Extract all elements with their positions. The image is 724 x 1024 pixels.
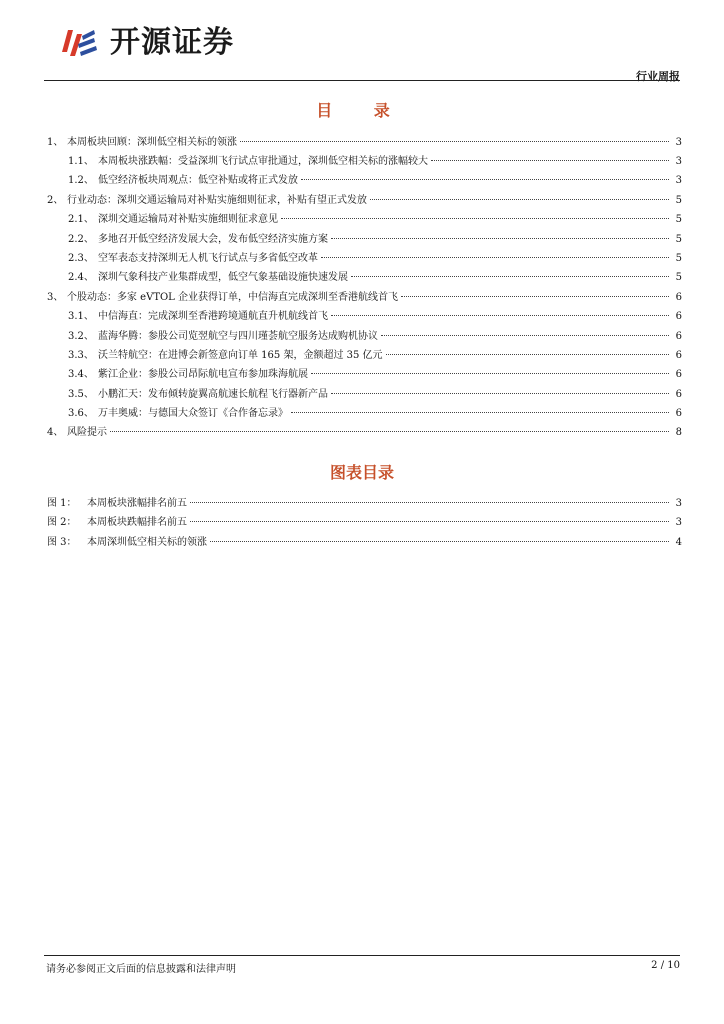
toc-entry-number: 3.5、 bbox=[68, 389, 94, 400]
toc-leader-dots bbox=[110, 417, 669, 432]
toc-entry-page: 6 bbox=[675, 311, 682, 322]
toc-entry-page: 6 bbox=[675, 331, 682, 342]
brand-name: 开源证券 bbox=[110, 25, 234, 60]
figure-entry-page: 4 bbox=[675, 537, 682, 548]
toc-entry[interactable] bbox=[44, 420, 682, 438]
toc-entry[interactable] bbox=[44, 401, 682, 419]
figure-entry-page: 3 bbox=[675, 517, 682, 528]
toc-leader-dots bbox=[190, 488, 669, 503]
header-divider bbox=[44, 80, 680, 81]
toc-entry-text: 低空经济板块周观点：低空补贴或将正式发放 bbox=[98, 175, 298, 186]
figure-entry-number: 图 3： bbox=[47, 537, 77, 548]
toc-entry[interactable] bbox=[44, 149, 682, 167]
brand-logo-icon bbox=[58, 22, 98, 62]
toc-entry[interactable] bbox=[44, 188, 682, 206]
toc-entry-number: 3.6、 bbox=[68, 408, 94, 419]
toc-entry-number: 1.2、 bbox=[68, 175, 94, 186]
toc-entry-number: 2.4、 bbox=[68, 272, 94, 283]
toc-leader-dots bbox=[240, 127, 669, 142]
toc-entry-number: 1、 bbox=[47, 137, 64, 148]
toc-entry-page: 6 bbox=[675, 350, 682, 361]
page-header bbox=[44, 18, 680, 82]
toc-entry-page: 6 bbox=[675, 369, 682, 380]
toc-entry-number: 3.4、 bbox=[68, 369, 94, 380]
toc-entry-text: 小鹏汇天：发布倾转旋翼高航速长航程飞行器新产品 bbox=[98, 389, 328, 400]
toc-title: 目 录 bbox=[316, 101, 408, 120]
toc-entry[interactable] bbox=[44, 207, 682, 225]
toc-entry-number: 4、 bbox=[47, 427, 64, 438]
toc-entry-text: 深圳交通运输局对补贴实施细则征求意见 bbox=[98, 214, 278, 225]
toc-leader-dots bbox=[351, 262, 669, 277]
toc-leader-dots bbox=[321, 243, 669, 258]
toc-entry-page: 5 bbox=[675, 272, 682, 283]
toc-leader-dots bbox=[281, 204, 669, 219]
toc-entry-text: 多地召开低空经济发展大会，发布低空经济实施方案 bbox=[98, 234, 328, 245]
toc-entry-page: 6 bbox=[675, 408, 682, 419]
footer-page-number: 2 / 10 bbox=[651, 960, 680, 971]
toc-entry-page: 6 bbox=[675, 389, 682, 400]
toc-entry[interactable] bbox=[44, 362, 682, 380]
toc-leader-dots bbox=[301, 165, 669, 180]
toc-entry-number: 2.2、 bbox=[68, 234, 94, 245]
toc-entry[interactable] bbox=[44, 285, 682, 303]
toc-entry[interactable] bbox=[44, 324, 682, 342]
toc-leader-dots bbox=[386, 340, 669, 355]
toc-entry-text: 沃兰特航空：在进博会新签意向订单 165 架，金额超过 35 亿元 bbox=[98, 350, 383, 361]
figure-entry[interactable] bbox=[44, 491, 682, 509]
toc-entry[interactable] bbox=[44, 168, 682, 186]
toc-leader-dots bbox=[291, 398, 669, 413]
toc-entry[interactable] bbox=[44, 130, 682, 148]
toc-entry-page: 5 bbox=[675, 195, 682, 206]
toc-leader-dots bbox=[210, 527, 669, 542]
figure-entry-number: 图 1： bbox=[47, 498, 77, 509]
toc-entry[interactable] bbox=[44, 265, 682, 283]
figure-entry-text: 本周板块涨幅排名前五 bbox=[87, 498, 187, 509]
toc-entry-number: 2.3、 bbox=[68, 253, 94, 264]
toc-entry[interactable] bbox=[44, 304, 682, 322]
toc-entry-text: 空军表态支持深圳无人机飞行试点与多省低空改革 bbox=[98, 253, 318, 264]
toc-entry-number: 2、 bbox=[47, 195, 64, 206]
figure-entry[interactable] bbox=[44, 510, 682, 528]
toc-entry-page: 5 bbox=[675, 234, 682, 245]
toc-entry[interactable] bbox=[44, 246, 682, 264]
toc-entry-page: 3 bbox=[675, 175, 682, 186]
toc-entry-text: 风险提示 bbox=[67, 427, 107, 438]
toc-entry-number: 3.3、 bbox=[68, 350, 94, 361]
report-type-label: 行业周报 bbox=[636, 70, 680, 83]
toc-entry-text: 蓝海华腾：参股公司览翌航空与四川瑾荟航空服务达成购机协议 bbox=[98, 331, 378, 342]
toc-leader-dots bbox=[331, 301, 669, 316]
toc-entry-text: 个股动态：多家 eVTOL 企业获得订单，中信海直完成深圳至香港航线首飞 bbox=[67, 292, 399, 303]
figure-entry-page: 3 bbox=[675, 498, 682, 509]
toc-entry[interactable] bbox=[44, 382, 682, 400]
toc-leader-dots bbox=[331, 379, 669, 394]
footer-divider bbox=[44, 955, 680, 956]
toc-entry-text: 万丰奥威：与德国大众签订《合作备忘录》 bbox=[98, 408, 288, 419]
toc-entry-number: 3.1、 bbox=[68, 311, 94, 322]
toc-entry[interactable] bbox=[44, 227, 682, 245]
toc-entry-number: 3、 bbox=[47, 292, 64, 303]
toc-entry-page: 3 bbox=[675, 137, 682, 148]
toc-entry-number: 3.2、 bbox=[68, 331, 94, 342]
figure-entry[interactable] bbox=[44, 530, 682, 548]
toc-entry-page: 8 bbox=[675, 427, 682, 438]
toc-entry-page: 6 bbox=[675, 292, 682, 303]
toc-entry-page: 3 bbox=[675, 156, 682, 167]
toc-entry-number: 1.1、 bbox=[68, 156, 94, 167]
toc-entry-text: 行业动态：深圳交通运输局对补贴实施细则征求，补贴有望正式发放 bbox=[67, 195, 367, 206]
toc-leader-dots bbox=[381, 321, 669, 336]
figure-entry-number: 图 2： bbox=[47, 517, 77, 528]
toc-leader-dots bbox=[401, 282, 669, 297]
toc-entry-text: 中信海直：完成深圳至香港跨境通航直升机航线首飞 bbox=[98, 311, 328, 322]
toc-leader-dots bbox=[190, 507, 669, 522]
toc-entry-text: 本周板块回顾：深圳低空相关标的领涨 bbox=[67, 137, 237, 148]
toc-leader-dots bbox=[311, 359, 669, 374]
figure-entry-text: 本周板块跌幅排名前五 bbox=[87, 517, 187, 528]
toc-entry-text: 深圳气象科技产业集群成型，低空气象基础设施快速发展 bbox=[98, 272, 348, 283]
toc-entry-text: 本周板块涨跌幅：受益深圳飞行试点审批通过，深圳低空相关标的涨幅较大 bbox=[98, 156, 428, 167]
toc-entry-page: 5 bbox=[675, 253, 682, 264]
toc-entry-number: 2.1、 bbox=[68, 214, 94, 225]
footer-disclaimer: 请务必参阅正文后面的信息披露和法律声明 bbox=[46, 964, 236, 975]
figure-list-title: 图表目录 bbox=[329, 463, 394, 482]
toc-entry-text: 紫江企业：参股公司昂际航电宣布参加珠海航展 bbox=[98, 369, 308, 380]
toc-leader-dots bbox=[370, 185, 669, 200]
toc-entry-page: 5 bbox=[675, 214, 682, 225]
toc-leader-dots bbox=[431, 146, 669, 161]
toc-leader-dots bbox=[331, 224, 669, 239]
figure-entry-text: 本周深圳低空相关标的领涨 bbox=[87, 537, 207, 548]
toc-entry[interactable] bbox=[44, 343, 682, 361]
